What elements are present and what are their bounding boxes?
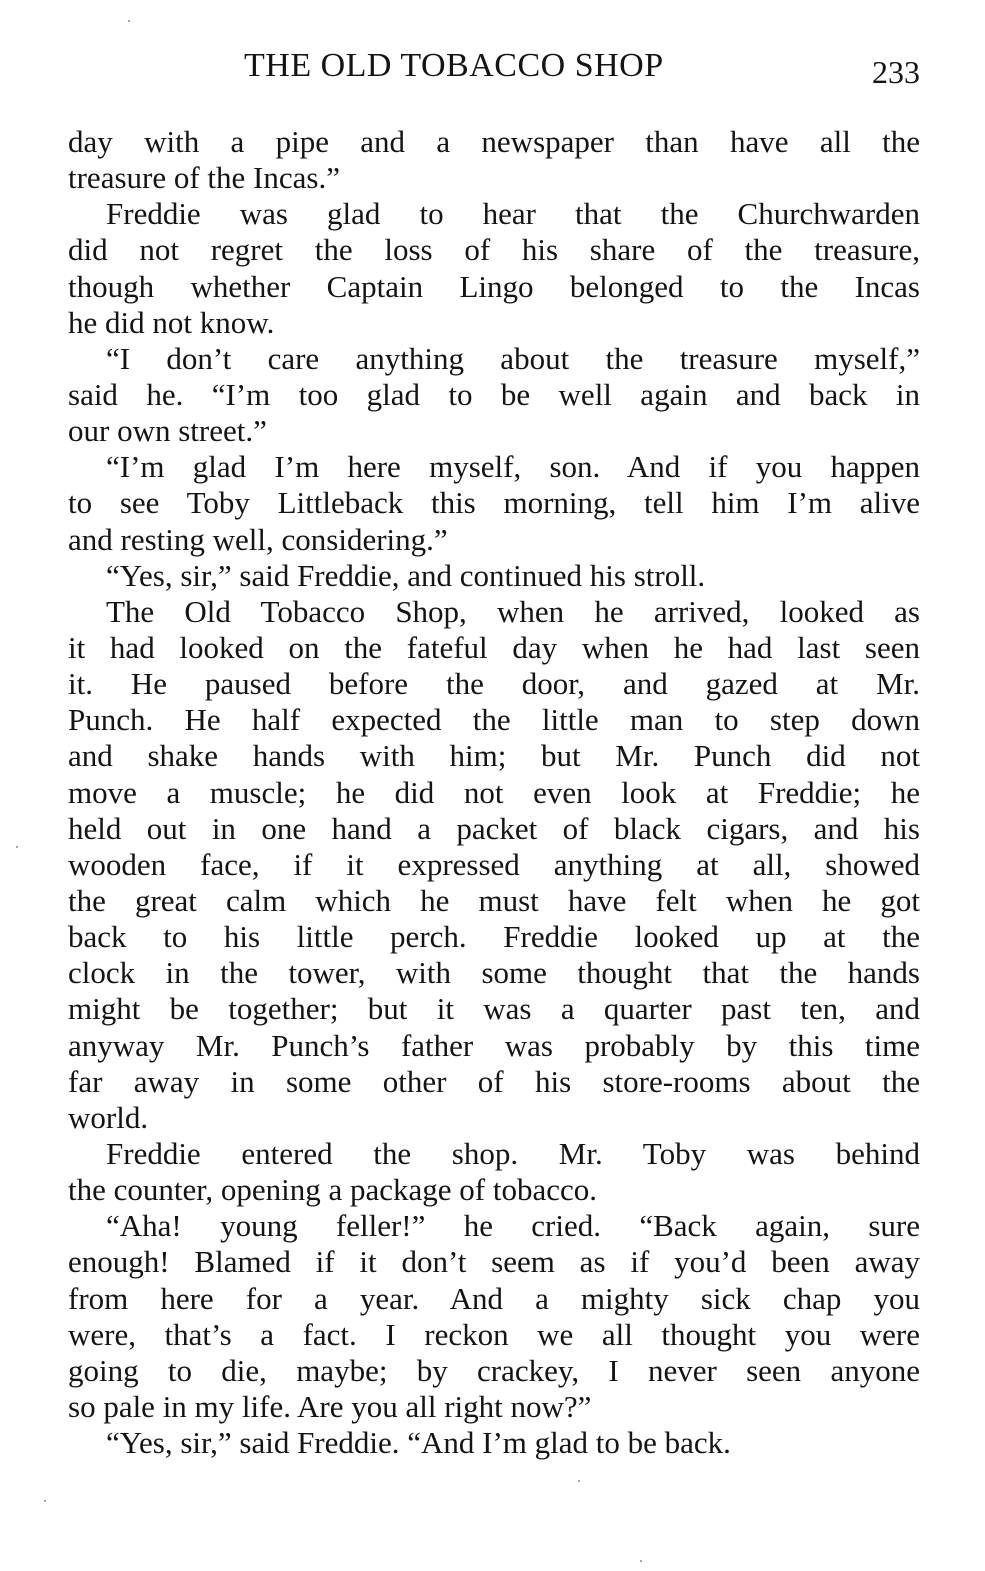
paper-speck — [640, 1560, 642, 1562]
text-line: far away in some other of his store-rooms about the — [68, 1063, 920, 1099]
text-line: wooden face, if it expressed anything at all, showed — [68, 846, 920, 882]
paper-speck — [16, 846, 18, 848]
text-line: “Yes, sir,” said Freddie. “And I’m glad to be back. — [106, 1425, 731, 1461]
text-line: going to die, maybe; by crackey, I never seen anyone — [68, 1352, 920, 1388]
text-line: and shake hands with him; but Mr. Punch did not — [68, 738, 920, 774]
text-line: “I don’t care anything about the treasure myself,” — [106, 340, 920, 376]
running-head: THE OLD TOBACCO SHOP — [244, 47, 664, 84]
text-line: “Aha! young feller!” he cried. “Back again, sure — [106, 1208, 920, 1244]
text-line: enough! Blamed if it don’t seem as if you’d been away — [68, 1244, 920, 1280]
text-line: said he. “I’m too glad to be well again and back in — [68, 376, 920, 412]
text-line: “Yes, sir,” said Freddie, and continued his stroll. — [106, 557, 706, 593]
text-line: held out in one hand a packet of black cigars, and his — [68, 810, 920, 846]
text-line: and resting well, considering.” — [68, 521, 448, 557]
text-line: anyway Mr. Punch’s father was probably by this time — [68, 1027, 920, 1063]
text-line: it. He paused before the door, and gazed at Mr. — [68, 666, 920, 702]
paper-speck — [578, 1480, 580, 1482]
text-line: back to his little perch. Freddie looked up at the — [68, 919, 920, 955]
page-number: 233 — [872, 54, 920, 90]
text-line: did not regret the loss of his share of the treasure, — [68, 232, 920, 268]
text-line: from here for a year. And a mighty sick chap you — [68, 1280, 920, 1316]
text-line: Freddie was glad to hear that the Churchwarden — [106, 196, 920, 232]
paper-speck — [128, 20, 130, 22]
text-line: so pale in my life. Are you all right now?” — [68, 1388, 592, 1424]
text-line: were, that’s a fact. I reckon we all thought you were — [68, 1316, 920, 1352]
text-line: clock in the tower, with some thought that the hands — [68, 955, 920, 991]
text-line: Punch. He half expected the little man to step down — [68, 702, 920, 738]
text-line: Freddie entered the shop. Mr. Toby was behind — [106, 1135, 920, 1171]
text-line: move a muscle; he did not even look at Freddie; he — [68, 774, 920, 810]
text-line: the great calm which he must have felt when he got — [68, 882, 920, 918]
text-line: it had looked on the fateful day when he had last seen — [68, 629, 920, 665]
text-line: day with a pipe and a newspaper than have all the — [68, 124, 920, 159]
text-line: might be together; but it was a quarter past ten, and — [68, 991, 920, 1027]
paper-speck — [44, 1500, 46, 1502]
text-line: to see Toby Littleback this morning, tell him I’m alive — [68, 485, 920, 521]
page-header — [68, 44, 920, 88]
text-line: he did not know. — [68, 304, 275, 340]
text-line: The Old Tobacco Shop, when he arrived, looked as — [106, 593, 920, 629]
text-line: “I’m glad I’m here myself, son. And if you happen — [106, 449, 920, 485]
text-line: world. — [68, 1099, 149, 1135]
text-line: though whether Captain Lingo belonged to the Incas — [68, 268, 920, 304]
text-line: treasure of the Incas.” — [68, 160, 340, 196]
text-line: our own street.” — [68, 413, 267, 449]
body-text — [68, 124, 920, 1461]
text-line: the counter, opening a package of tobacco. — [68, 1172, 597, 1208]
